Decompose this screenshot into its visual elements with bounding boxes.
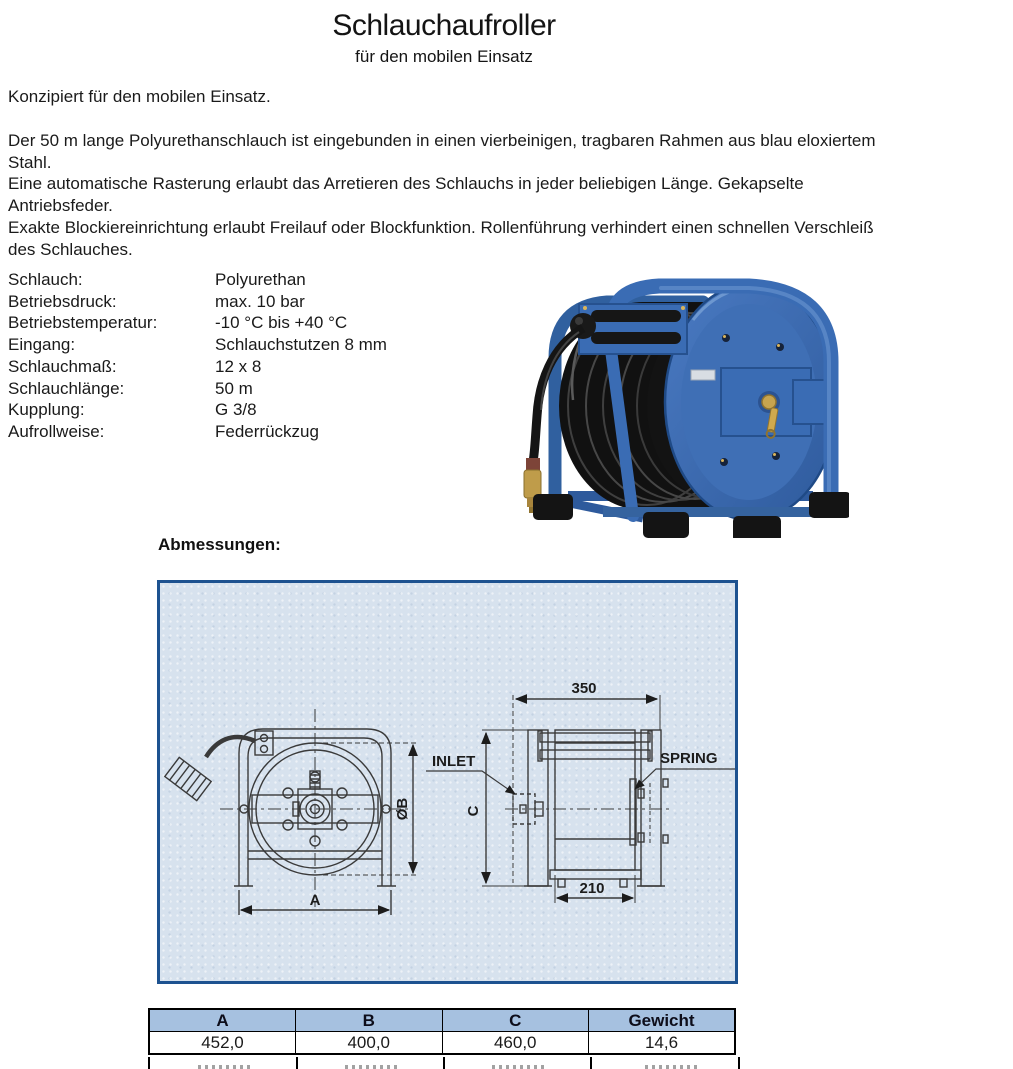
description-line: Exakte Blockiereinrichtung erlaubt Freilauf oder Blockfunktion. Rollenführung verhindert einen schnellen Verschleiß [8, 217, 874, 237]
table-header-row [149, 1009, 735, 1032]
spec-label: Schlauchmaß: [8, 356, 117, 376]
table-data-cell: 14,6 [589, 1032, 736, 1055]
description-line: des Schlauches. [8, 239, 133, 259]
spec-value: 50 m [215, 378, 253, 398]
spec-row [8, 312, 387, 334]
spec-label: Schlauch: [8, 270, 83, 289]
description-line: Stahl. [8, 152, 52, 172]
description-line: Der 50 m lange Polyurethanschlauch ist eingebunden in einen vierbeinigen, tragbaren Rahmen aus blau eloxiertem [8, 131, 876, 150]
intro-text: Konzipiert für den mobilen Einsatz. [8, 87, 271, 106]
spec-label: Schlauchlänge: [8, 378, 125, 398]
table-header-cell: B [296, 1009, 443, 1032]
spec-label: Betriebsdruck: [8, 291, 117, 311]
table-data-cell: 460,0 [442, 1032, 589, 1055]
dim-label-a: A [309, 892, 321, 909]
dimensions-diagram [160, 583, 735, 981]
description-line: Antriebsfeder. [8, 196, 113, 216]
dimensions-panel [157, 580, 738, 984]
side-view [426, 695, 735, 903]
spec-row [8, 356, 387, 378]
spec-label: Eingang: [8, 335, 76, 355]
brass-valve [762, 395, 776, 409]
page-title: Schlauchaufroller [332, 9, 556, 42]
spec-value: max. 10 bar [215, 291, 305, 311]
dim-label-210: 210 [579, 880, 605, 897]
reel-disc [665, 284, 837, 520]
spec-label: Kupplung: [8, 400, 85, 420]
plug-detail [165, 731, 273, 801]
dimensions-heading: Abmessungen: [158, 535, 281, 554]
spec-row [8, 291, 387, 313]
partial-next-row [148, 1057, 740, 1069]
spec-row [8, 334, 387, 356]
spec-label: Betriebstemperatur: [8, 313, 158, 333]
dimensions-table [148, 1008, 736, 1055]
dim-label-350: 350 [571, 680, 597, 697]
front-view [165, 709, 418, 915]
spec-value: Polyurethan [215, 270, 306, 289]
dim-label-ob: ØB [394, 797, 411, 821]
inlet-label: INLET [432, 753, 476, 770]
product-photo [493, 250, 849, 538]
spec-value: 12 x 8 [215, 356, 262, 376]
spring-label: SPRING [660, 750, 718, 767]
spec-row [8, 378, 387, 400]
spec-row [8, 269, 387, 291]
description-line: Eine automatische Rasterung erlaubt das Arretieren des Schlauchs in jeder beliebigen Länge. Gekapselte [8, 174, 804, 194]
spec-value: G 3/8 [215, 400, 257, 420]
description-text [8, 130, 876, 260]
spec-label: Aufrollweise: [8, 421, 105, 441]
spec-row [8, 399, 387, 421]
table-header-cell: C [442, 1009, 589, 1032]
table-row [149, 1032, 735, 1055]
table-header-cell: A [149, 1009, 296, 1032]
spec-value: Schlauchstutzen 8 mm [215, 335, 387, 355]
page-subtitle: für den mobilen Einsatz [355, 47, 533, 66]
table-data-cell: 452,0 [149, 1032, 296, 1055]
spec-value: Federrückzug [215, 421, 319, 441]
brass-fitting [524, 470, 541, 498]
spec-row [8, 421, 387, 443]
product-label [691, 370, 715, 380]
dim-label-c: C [465, 805, 482, 817]
spec-value: -10 °C bis +40 °C [215, 313, 348, 333]
table-data-cell: 400,0 [296, 1032, 443, 1055]
spec-list [8, 269, 387, 443]
table-header-cell: Gewicht [589, 1009, 736, 1032]
